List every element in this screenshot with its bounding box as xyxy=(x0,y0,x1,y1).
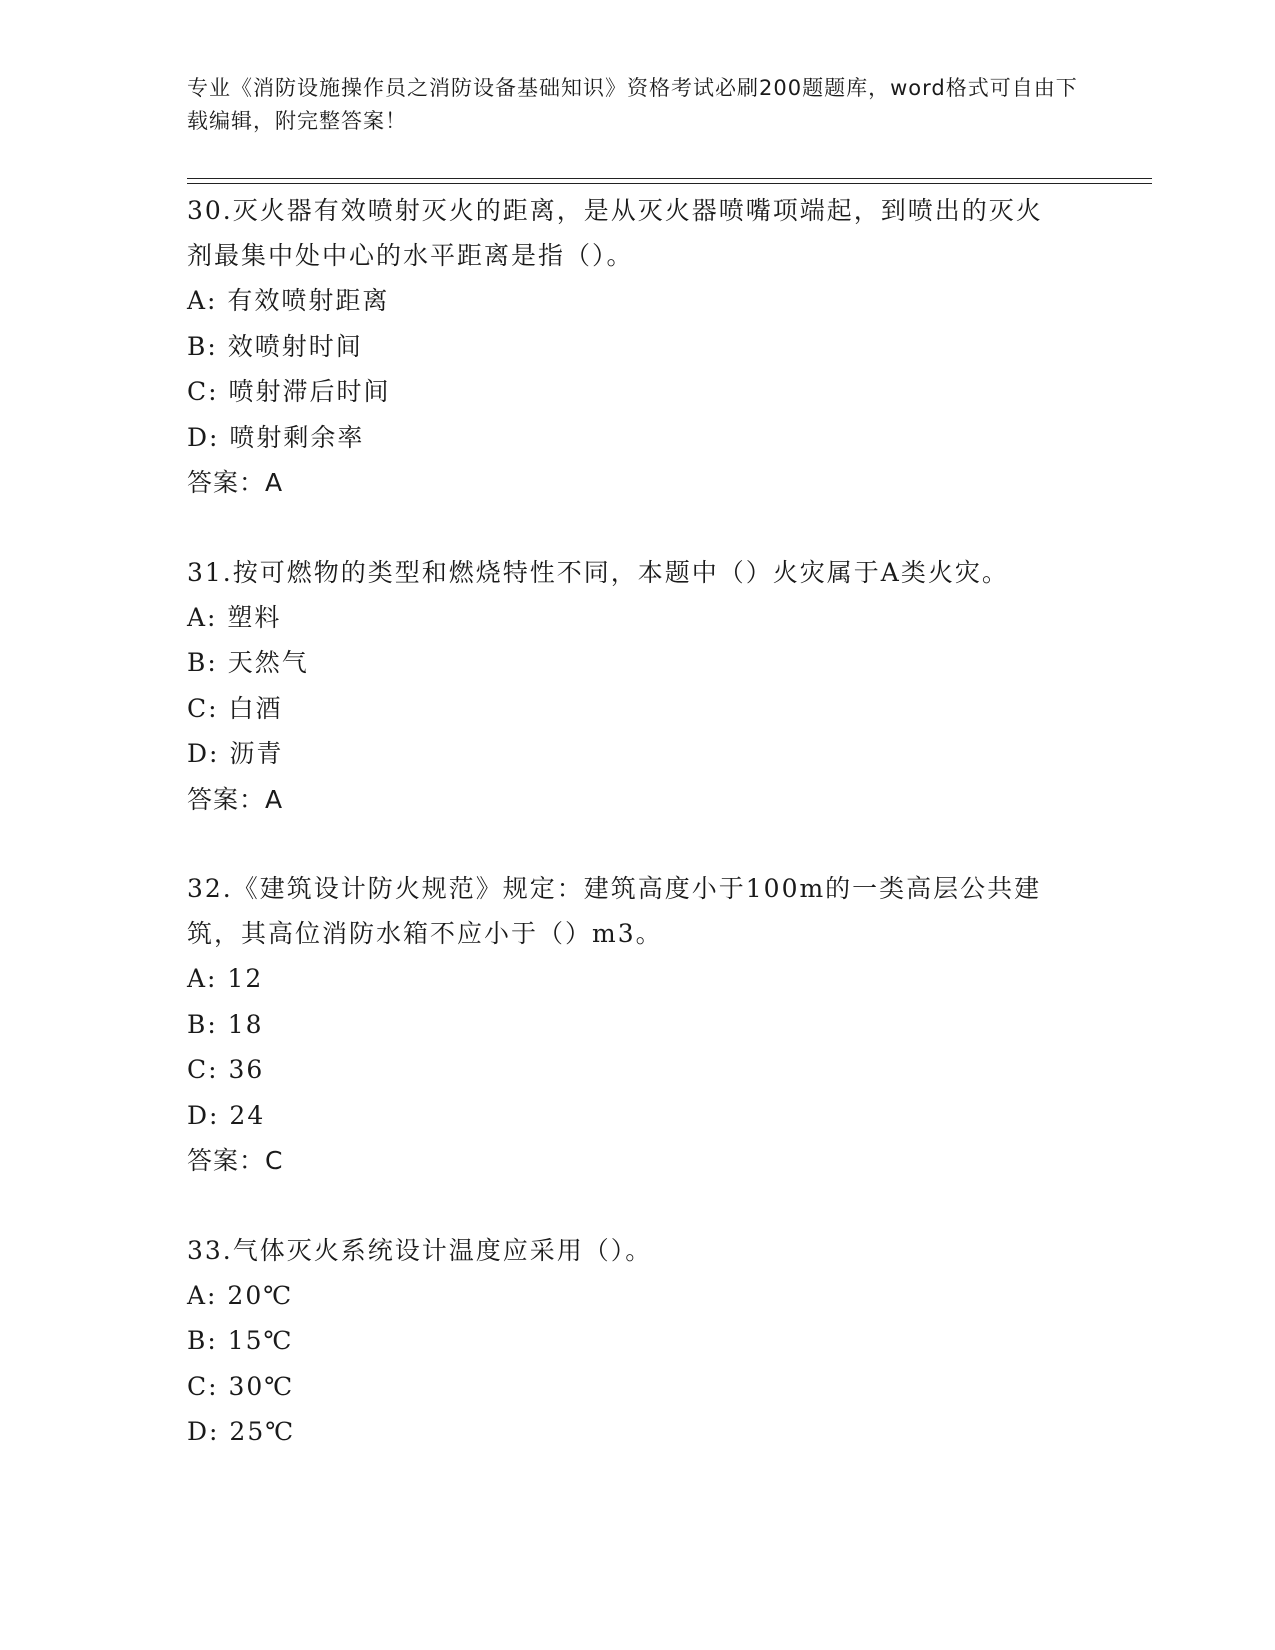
question-stem: 32.《建筑设计防火规范》规定：建筑高度小于100m的一类高层公共建筑，其高位消防水箱不应小于（）m3。 xyxy=(187,874,1042,948)
question-30 xyxy=(187,188,1087,506)
header-divider-top xyxy=(187,178,1152,179)
answer-line: 答案：C xyxy=(187,1146,284,1175)
option-b: B: 效喷射时间 xyxy=(187,331,363,361)
option-d: D: 24 xyxy=(187,1100,266,1130)
option-d: D: 沥青 xyxy=(187,739,284,768)
option-a: A: 20℃ xyxy=(187,1280,294,1310)
question-stem: 33.气体灭火系统设计温度应采用（）。 xyxy=(187,1235,653,1265)
option-b: B: 18 xyxy=(187,1009,264,1039)
question-list xyxy=(187,188,1087,1455)
question-stem: 30.灭火器有效喷射灭火的距离，是从灭火器喷嘴项端起，到喷出的灭火剂最集中处中心的水平距离是指（）。 xyxy=(187,196,1043,270)
header-divider-bottom xyxy=(187,183,1152,184)
option-d: D: 喷射剩余率 xyxy=(187,422,365,452)
document-header: 专业《消防设施操作员之消防设备基础知识》资格考试必刷200题题库，word格式可自由下载编辑，附完整答案！ xyxy=(187,76,1078,133)
question-31 xyxy=(187,550,1087,823)
option-a: A: 有效喷射距离 xyxy=(187,286,390,315)
option-b: B: 天然气 xyxy=(187,648,309,677)
option-c: C: 36 xyxy=(187,1055,265,1084)
option-c: C: 30℃ xyxy=(187,1371,295,1401)
answer-line: 答案：A xyxy=(187,784,284,814)
option-a: A: 塑料 xyxy=(187,602,282,632)
question-32 xyxy=(187,866,1087,1184)
option-a: A: 12 xyxy=(187,964,264,993)
answer-line: 答案：A xyxy=(187,468,284,497)
option-c: C: 喷射滞后时间 xyxy=(187,377,391,406)
option-d: D: 25℃ xyxy=(187,1417,296,1446)
option-c: C: 白酒 xyxy=(187,693,283,723)
question-33 xyxy=(187,1228,1087,1455)
question-stem: 31.按可燃物的类型和燃烧特性不同，本题中（）火灾属于A类火灾。 xyxy=(187,557,1009,587)
option-b: B: 15℃ xyxy=(187,1326,294,1355)
